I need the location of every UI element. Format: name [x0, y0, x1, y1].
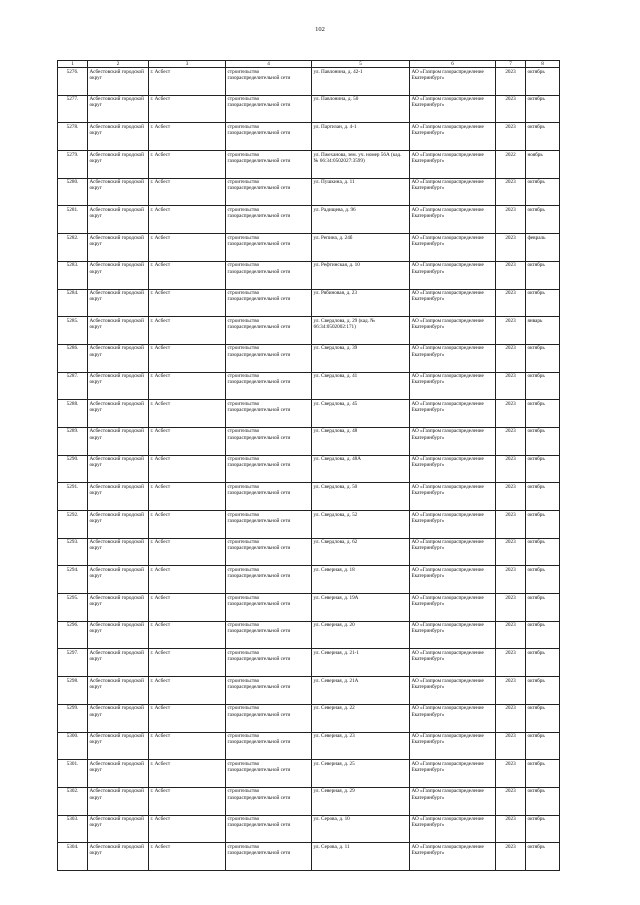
owner-cell: АО «Газпром газораспределение Екатеринбург»: [410, 760, 496, 788]
address-cell: ул. Свердлова, д. 62: [312, 538, 410, 566]
column-number: 7: [496, 61, 526, 68]
owner-cell: АО «Газпром газораспределение Екатеринбург»: [410, 261, 496, 289]
table-row: [58, 760, 560, 788]
row-number-cell: 5287.: [58, 372, 88, 400]
row-number-cell: 5296.: [58, 621, 88, 649]
row-number-cell: 5299.: [58, 704, 88, 732]
work-type-cell: строительство газораспределительной сети: [226, 178, 312, 206]
settlement-cell: г. Асбест: [149, 815, 226, 843]
settlement-cell: г. Асбест: [149, 787, 226, 815]
settlement-cell: г. Асбест: [149, 206, 226, 234]
table-row: [58, 677, 560, 705]
year-cell: 2023: [496, 455, 526, 483]
work-type-cell: строительство газораспределительной сети: [226, 594, 312, 622]
table-body: [58, 61, 560, 871]
year-cell: 2023: [496, 178, 526, 206]
settlement-cell: г. Асбест: [149, 760, 226, 788]
work-type-cell: строительство газораспределительной сети: [226, 289, 312, 317]
month-cell: ноябрь: [526, 151, 560, 179]
settlement-cell: г. Асбест: [149, 317, 226, 345]
owner-cell: АО «Газпром газораспределение Екатеринбург»: [410, 123, 496, 151]
table-row: [58, 234, 560, 262]
table-row: [58, 732, 560, 760]
row-number-cell: 5278.: [58, 123, 88, 151]
owner-cell: АО «Газпром газораспределение Екатеринбург»: [410, 732, 496, 760]
year-cell: 2023: [496, 483, 526, 511]
column-number: 5: [312, 61, 410, 68]
settlement-cell: г. Асбест: [149, 234, 226, 262]
year-cell: 2023: [496, 815, 526, 843]
row-number-cell: 5289.: [58, 427, 88, 455]
month-cell: октябрь: [526, 538, 560, 566]
month-cell: октябрь: [526, 344, 560, 372]
year-cell: 2023: [496, 68, 526, 96]
owner-cell: АО «Газпром газораспределение Екатеринбург»: [410, 95, 496, 123]
month-cell: октябрь: [526, 289, 560, 317]
address-cell: ул. Свердлова, д. 50: [312, 483, 410, 511]
work-type-cell: строительство газораспределительной сети: [226, 760, 312, 788]
municipality-cell: Асбестовский городской округ: [88, 344, 149, 372]
municipality-cell: Асбестовский городской округ: [88, 95, 149, 123]
municipality-cell: Асбестовский городской округ: [88, 704, 149, 732]
owner-cell: АО «Газпром газораспределение Екатеринбург»: [410, 815, 496, 843]
settlement-cell: г. Асбест: [149, 344, 226, 372]
owner-cell: АО «Газпром газораспределение Екатеринбург»: [410, 787, 496, 815]
row-number-cell: 5284.: [58, 289, 88, 317]
work-type-cell: строительство газораспределительной сети: [226, 400, 312, 428]
address-cell: ул. Свердлова, д. 52: [312, 511, 410, 539]
address-cell: ул. Северная, д. 22: [312, 704, 410, 732]
address-cell: ул. Северная, д. 25: [312, 760, 410, 788]
municipality-cell: Асбестовский городской округ: [88, 649, 149, 677]
work-type-cell: строительство газораспределительной сети: [226, 511, 312, 539]
month-cell: октябрь: [526, 732, 560, 760]
settlement-cell: г. Асбест: [149, 151, 226, 179]
year-cell: 2023: [496, 787, 526, 815]
work-type-cell: строительство газораспределительной сети: [226, 843, 312, 871]
month-cell: октябрь: [526, 455, 560, 483]
row-number-cell: 5281.: [58, 206, 88, 234]
year-cell: 2022: [496, 151, 526, 179]
owner-cell: АО «Газпром газораспределение Екатеринбург»: [410, 344, 496, 372]
work-type-cell: строительство газораспределительной сети: [226, 787, 312, 815]
owner-cell: АО «Газпром газораспределение Екатеринбург»: [410, 234, 496, 262]
owner-cell: АО «Газпром газораспределение Екатеринбург»: [410, 372, 496, 400]
gas-network-table: [57, 60, 560, 871]
month-cell: октябрь: [526, 372, 560, 400]
month-cell: октябрь: [526, 427, 560, 455]
municipality-cell: Асбестовский городской округ: [88, 317, 149, 345]
settlement-cell: г. Асбест: [149, 178, 226, 206]
owner-cell: АО «Газпром газораспределение Екатеринбург»: [410, 677, 496, 705]
month-cell: февраль: [526, 234, 560, 262]
row-number-cell: 5285.: [58, 317, 88, 345]
municipality-cell: Асбестовский городской округ: [88, 123, 149, 151]
municipality-cell: Асбестовский городской округ: [88, 261, 149, 289]
year-cell: 2023: [496, 843, 526, 871]
address-cell: ул. Серова, д. 11: [312, 843, 410, 871]
municipality-cell: Асбестовский городской округ: [88, 621, 149, 649]
settlement-cell: г. Асбест: [149, 68, 226, 96]
settlement-cell: г. Асбест: [149, 594, 226, 622]
work-type-cell: строительство газораспределительной сети: [226, 677, 312, 705]
address-cell: ул. Свердлова, д. 48А: [312, 455, 410, 483]
page-number: 102: [315, 26, 325, 33]
column-number: 8: [526, 61, 560, 68]
table-row: [58, 511, 560, 539]
address-cell: ул. Репина, д. 24б: [312, 234, 410, 262]
year-cell: 2023: [496, 123, 526, 151]
row-number-cell: 5280.: [58, 178, 88, 206]
table-row: [58, 538, 560, 566]
municipality-cell: Асбестовский городской округ: [88, 178, 149, 206]
month-cell: октябрь: [526, 760, 560, 788]
month-cell: октябрь: [526, 594, 560, 622]
work-type-cell: строительство газораспределительной сети: [226, 538, 312, 566]
month-cell: октябрь: [526, 123, 560, 151]
work-type-cell: строительство газораспределительной сети: [226, 427, 312, 455]
row-number-cell: 5279.: [58, 151, 88, 179]
owner-cell: АО «Газпром газораспределение Екатеринбург»: [410, 621, 496, 649]
address-cell: ул. Пжеханова, зем. уч. номер 56А (кад. № 66:34:0502027:3599): [312, 151, 410, 179]
municipality-cell: Асбестовский городской округ: [88, 787, 149, 815]
work-type-cell: строительство газораспределительной сети: [226, 234, 312, 262]
owner-cell: АО «Газпром газораспределение Екатеринбург»: [410, 538, 496, 566]
municipality-cell: Асбестовский городской округ: [88, 594, 149, 622]
work-type-cell: строительство газораспределительной сети: [226, 68, 312, 96]
table-row: [58, 649, 560, 677]
year-cell: 2023: [496, 566, 526, 594]
table-row: [58, 483, 560, 511]
month-cell: октябрь: [526, 815, 560, 843]
municipality-cell: Асбестовский городской округ: [88, 483, 149, 511]
month-cell: октябрь: [526, 787, 560, 815]
address-cell: ул. Радищева, д. 96: [312, 206, 410, 234]
address-cell: ул. Свердлова, д. 45: [312, 400, 410, 428]
owner-cell: АО «Газпром газораспределение Екатеринбург»: [410, 178, 496, 206]
month-cell: октябрь: [526, 843, 560, 871]
column-number: 3: [149, 61, 226, 68]
municipality-cell: Асбестовский городской округ: [88, 289, 149, 317]
address-cell: ул. Северная, д. 23: [312, 732, 410, 760]
work-type-cell: строительство газораспределительной сети: [226, 483, 312, 511]
municipality-cell: Асбестовский городской округ: [88, 677, 149, 705]
column-number: 1: [58, 61, 88, 68]
year-cell: 2023: [496, 621, 526, 649]
row-number-cell: 5286.: [58, 344, 88, 372]
settlement-cell: г. Асбест: [149, 95, 226, 123]
address-cell: ул. Рефтинская, д. 10: [312, 261, 410, 289]
owner-cell: АО «Газпром газораспределение Екатеринбург»: [410, 206, 496, 234]
year-cell: 2023: [496, 234, 526, 262]
year-cell: 2023: [496, 427, 526, 455]
table-row: [58, 68, 560, 96]
owner-cell: АО «Газпром газораспределение Екатеринбург»: [410, 704, 496, 732]
year-cell: 2023: [496, 511, 526, 539]
address-cell: ул. Северная, д. 19А: [312, 594, 410, 622]
row-number-cell: 5290.: [58, 455, 88, 483]
month-cell: октябрь: [526, 677, 560, 705]
table-row: [58, 843, 560, 871]
year-cell: 2023: [496, 704, 526, 732]
year-cell: 2023: [496, 372, 526, 400]
owner-cell: АО «Газпром газораспределение Екатеринбург»: [410, 594, 496, 622]
year-cell: 2023: [496, 677, 526, 705]
address-cell: ул. Свердлова, д. 48: [312, 427, 410, 455]
municipality-cell: Асбестовский городской округ: [88, 538, 149, 566]
address-cell: ул. Северная, д. 21-1: [312, 649, 410, 677]
month-cell: октябрь: [526, 649, 560, 677]
row-number-cell: 5292.: [58, 511, 88, 539]
row-number-cell: 5294.: [58, 566, 88, 594]
address-cell: ул. Партизан, д. 4-1: [312, 123, 410, 151]
municipality-cell: Асбестовский городской округ: [88, 400, 149, 428]
address-cell: ул. Северная, д. 29: [312, 787, 410, 815]
work-type-cell: строительство газораспределительной сети: [226, 206, 312, 234]
column-number-header-row: [58, 61, 560, 68]
work-type-cell: строительство газораспределительной сети: [226, 317, 312, 345]
work-type-cell: строительство газораспределительной сети: [226, 566, 312, 594]
table-row: [58, 95, 560, 123]
work-type-cell: строительство газораспределительной сети: [226, 372, 312, 400]
month-cell: октябрь: [526, 621, 560, 649]
table-row: [58, 372, 560, 400]
column-number: 4: [226, 61, 312, 68]
year-cell: 2023: [496, 206, 526, 234]
settlement-cell: г. Асбест: [149, 677, 226, 705]
settlement-cell: г. Асбест: [149, 123, 226, 151]
settlement-cell: г. Асбест: [149, 400, 226, 428]
month-cell: октябрь: [526, 68, 560, 96]
table-row: [58, 261, 560, 289]
settlement-cell: г. Асбест: [149, 704, 226, 732]
row-number-cell: 5276.: [58, 68, 88, 96]
owner-cell: АО «Газпром газораспределение Екатеринбург»: [410, 511, 496, 539]
address-cell: ул. Северная, д. 18: [312, 566, 410, 594]
work-type-cell: строительство газораспределительной сети: [226, 704, 312, 732]
month-cell: октябрь: [526, 566, 560, 594]
owner-cell: АО «Газпром газораспределение Екатеринбург»: [410, 317, 496, 345]
address-cell: ул. Северная, д. 21А: [312, 677, 410, 705]
table-row: [58, 787, 560, 815]
address-cell: ул. Серова, д. 10: [312, 815, 410, 843]
settlement-cell: г. Асбест: [149, 511, 226, 539]
column-number: 2: [88, 61, 149, 68]
address-cell: ул. Северная, д. 20: [312, 621, 410, 649]
month-cell: октябрь: [526, 511, 560, 539]
address-cell: ул. Пушкина, д. 11: [312, 178, 410, 206]
row-number-cell: 5304.: [58, 843, 88, 871]
table-row: [58, 594, 560, 622]
owner-cell: АО «Газпром газораспределение Екатеринбург»: [410, 427, 496, 455]
table-row: [58, 400, 560, 428]
settlement-cell: г. Асбест: [149, 732, 226, 760]
table-row: [58, 815, 560, 843]
table-row: [58, 289, 560, 317]
table-row: [58, 455, 560, 483]
month-cell: октябрь: [526, 95, 560, 123]
owner-cell: АО «Газпром газораспределение Екатеринбург»: [410, 649, 496, 677]
municipality-cell: Асбестовский городской округ: [88, 151, 149, 179]
municipality-cell: Асбестовский городской округ: [88, 455, 149, 483]
table-row: [58, 427, 560, 455]
row-number-cell: 5300.: [58, 732, 88, 760]
settlement-cell: г. Асбест: [149, 483, 226, 511]
month-cell: октябрь: [526, 400, 560, 428]
row-number-cell: 5303.: [58, 815, 88, 843]
month-cell: октябрь: [526, 178, 560, 206]
settlement-cell: г. Асбест: [149, 427, 226, 455]
column-number: 6: [410, 61, 496, 68]
municipality-cell: Асбестовский городской округ: [88, 68, 149, 96]
work-type-cell: строительство газораспределительной сети: [226, 455, 312, 483]
municipality-cell: Асбестовский городской округ: [88, 566, 149, 594]
settlement-cell: г. Асбест: [149, 261, 226, 289]
table-row: [58, 621, 560, 649]
year-cell: 2023: [496, 289, 526, 317]
row-number-cell: 5283.: [58, 261, 88, 289]
address-cell: ул. Павлонина, д. 42-1: [312, 68, 410, 96]
municipality-cell: Асбестовский городской округ: [88, 843, 149, 871]
settlement-cell: г. Асбест: [149, 621, 226, 649]
row-number-cell: 5277.: [58, 95, 88, 123]
year-cell: 2023: [496, 594, 526, 622]
owner-cell: АО «Газпром газораспределение Екатеринбург»: [410, 151, 496, 179]
settlement-cell: г. Асбест: [149, 566, 226, 594]
row-number-cell: 5291.: [58, 483, 88, 511]
settlement-cell: г. Асбест: [149, 455, 226, 483]
row-number-cell: 5298.: [58, 677, 88, 705]
work-type-cell: строительство газораспределительной сети: [226, 815, 312, 843]
year-cell: 2023: [496, 317, 526, 345]
settlement-cell: г. Асбест: [149, 372, 226, 400]
owner-cell: АО «Газпром газораспределение Екатеринбург»: [410, 68, 496, 96]
owner-cell: АО «Газпром газораспределение Екатеринбург»: [410, 289, 496, 317]
table-row: [58, 178, 560, 206]
table-row: [58, 317, 560, 345]
settlement-cell: г. Асбест: [149, 538, 226, 566]
municipality-cell: Асбестовский городской округ: [88, 427, 149, 455]
work-type-cell: строительство газораспределительной сети: [226, 344, 312, 372]
municipality-cell: Асбестовский городской округ: [88, 815, 149, 843]
row-number-cell: 5293.: [58, 538, 88, 566]
row-number-cell: 5282.: [58, 234, 88, 262]
year-cell: 2023: [496, 732, 526, 760]
year-cell: 2023: [496, 538, 526, 566]
year-cell: 2023: [496, 400, 526, 428]
work-type-cell: строительство газораспределительной сети: [226, 95, 312, 123]
table-row: [58, 151, 560, 179]
work-type-cell: строительство газораспределительной сети: [226, 621, 312, 649]
work-type-cell: строительство газораспределительной сети: [226, 261, 312, 289]
address-cell: ул. Свердлова, д. 39: [312, 344, 410, 372]
month-cell: октябрь: [526, 261, 560, 289]
owner-cell: АО «Газпром газораспределение Екатеринбург»: [410, 455, 496, 483]
owner-cell: АО «Газпром газораспределение Екатеринбург»: [410, 566, 496, 594]
municipality-cell: Асбестовский городской округ: [88, 511, 149, 539]
table-row: [58, 704, 560, 732]
row-number-cell: 5288.: [58, 400, 88, 428]
table-row: [58, 566, 560, 594]
address-cell: ул. Свердлова, д. 29 (кад. № 66:34:0502002:171): [312, 317, 410, 345]
year-cell: 2023: [496, 760, 526, 788]
municipality-cell: Асбестовский городской округ: [88, 732, 149, 760]
row-number-cell: 5301.: [58, 760, 88, 788]
settlement-cell: г. Асбест: [149, 289, 226, 317]
owner-cell: АО «Газпром газораспределение Екатеринбург»: [410, 400, 496, 428]
municipality-cell: Асбестовский городской округ: [88, 206, 149, 234]
municipality-cell: Асбестовский городской округ: [88, 372, 149, 400]
address-cell: ул. Свердлова, д. 41: [312, 372, 410, 400]
address-cell: ул. Рябиновая, д. 23: [312, 289, 410, 317]
owner-cell: АО «Газпром газораспределение Екатеринбург»: [410, 483, 496, 511]
year-cell: 2023: [496, 649, 526, 677]
work-type-cell: строительство газораспределительной сети: [226, 649, 312, 677]
work-type-cell: строительство газораспределительной сети: [226, 732, 312, 760]
row-number-cell: 5302.: [58, 787, 88, 815]
month-cell: октябрь: [526, 206, 560, 234]
year-cell: 2023: [496, 95, 526, 123]
owner-cell: АО «Газпром газораспределение Екатеринбург»: [410, 843, 496, 871]
work-type-cell: строительство газораспределительной сети: [226, 123, 312, 151]
month-cell: октябрь: [526, 483, 560, 511]
table-row: [58, 206, 560, 234]
municipality-cell: Асбестовский городской округ: [88, 234, 149, 262]
year-cell: 2023: [496, 344, 526, 372]
settlement-cell: г. Асбест: [149, 843, 226, 871]
municipality-cell: Асбестовский городской округ: [88, 760, 149, 788]
month-cell: январь: [526, 317, 560, 345]
row-number-cell: 5295.: [58, 594, 88, 622]
settlement-cell: г. Асбест: [149, 649, 226, 677]
year-cell: 2023: [496, 261, 526, 289]
month-cell: октябрь: [526, 704, 560, 732]
address-cell: ул. Павлонина, д. 50: [312, 95, 410, 123]
work-type-cell: строительство газораспределительной сети: [226, 151, 312, 179]
table-row: [58, 344, 560, 372]
table-row: [58, 123, 560, 151]
row-number-cell: 5297.: [58, 649, 88, 677]
